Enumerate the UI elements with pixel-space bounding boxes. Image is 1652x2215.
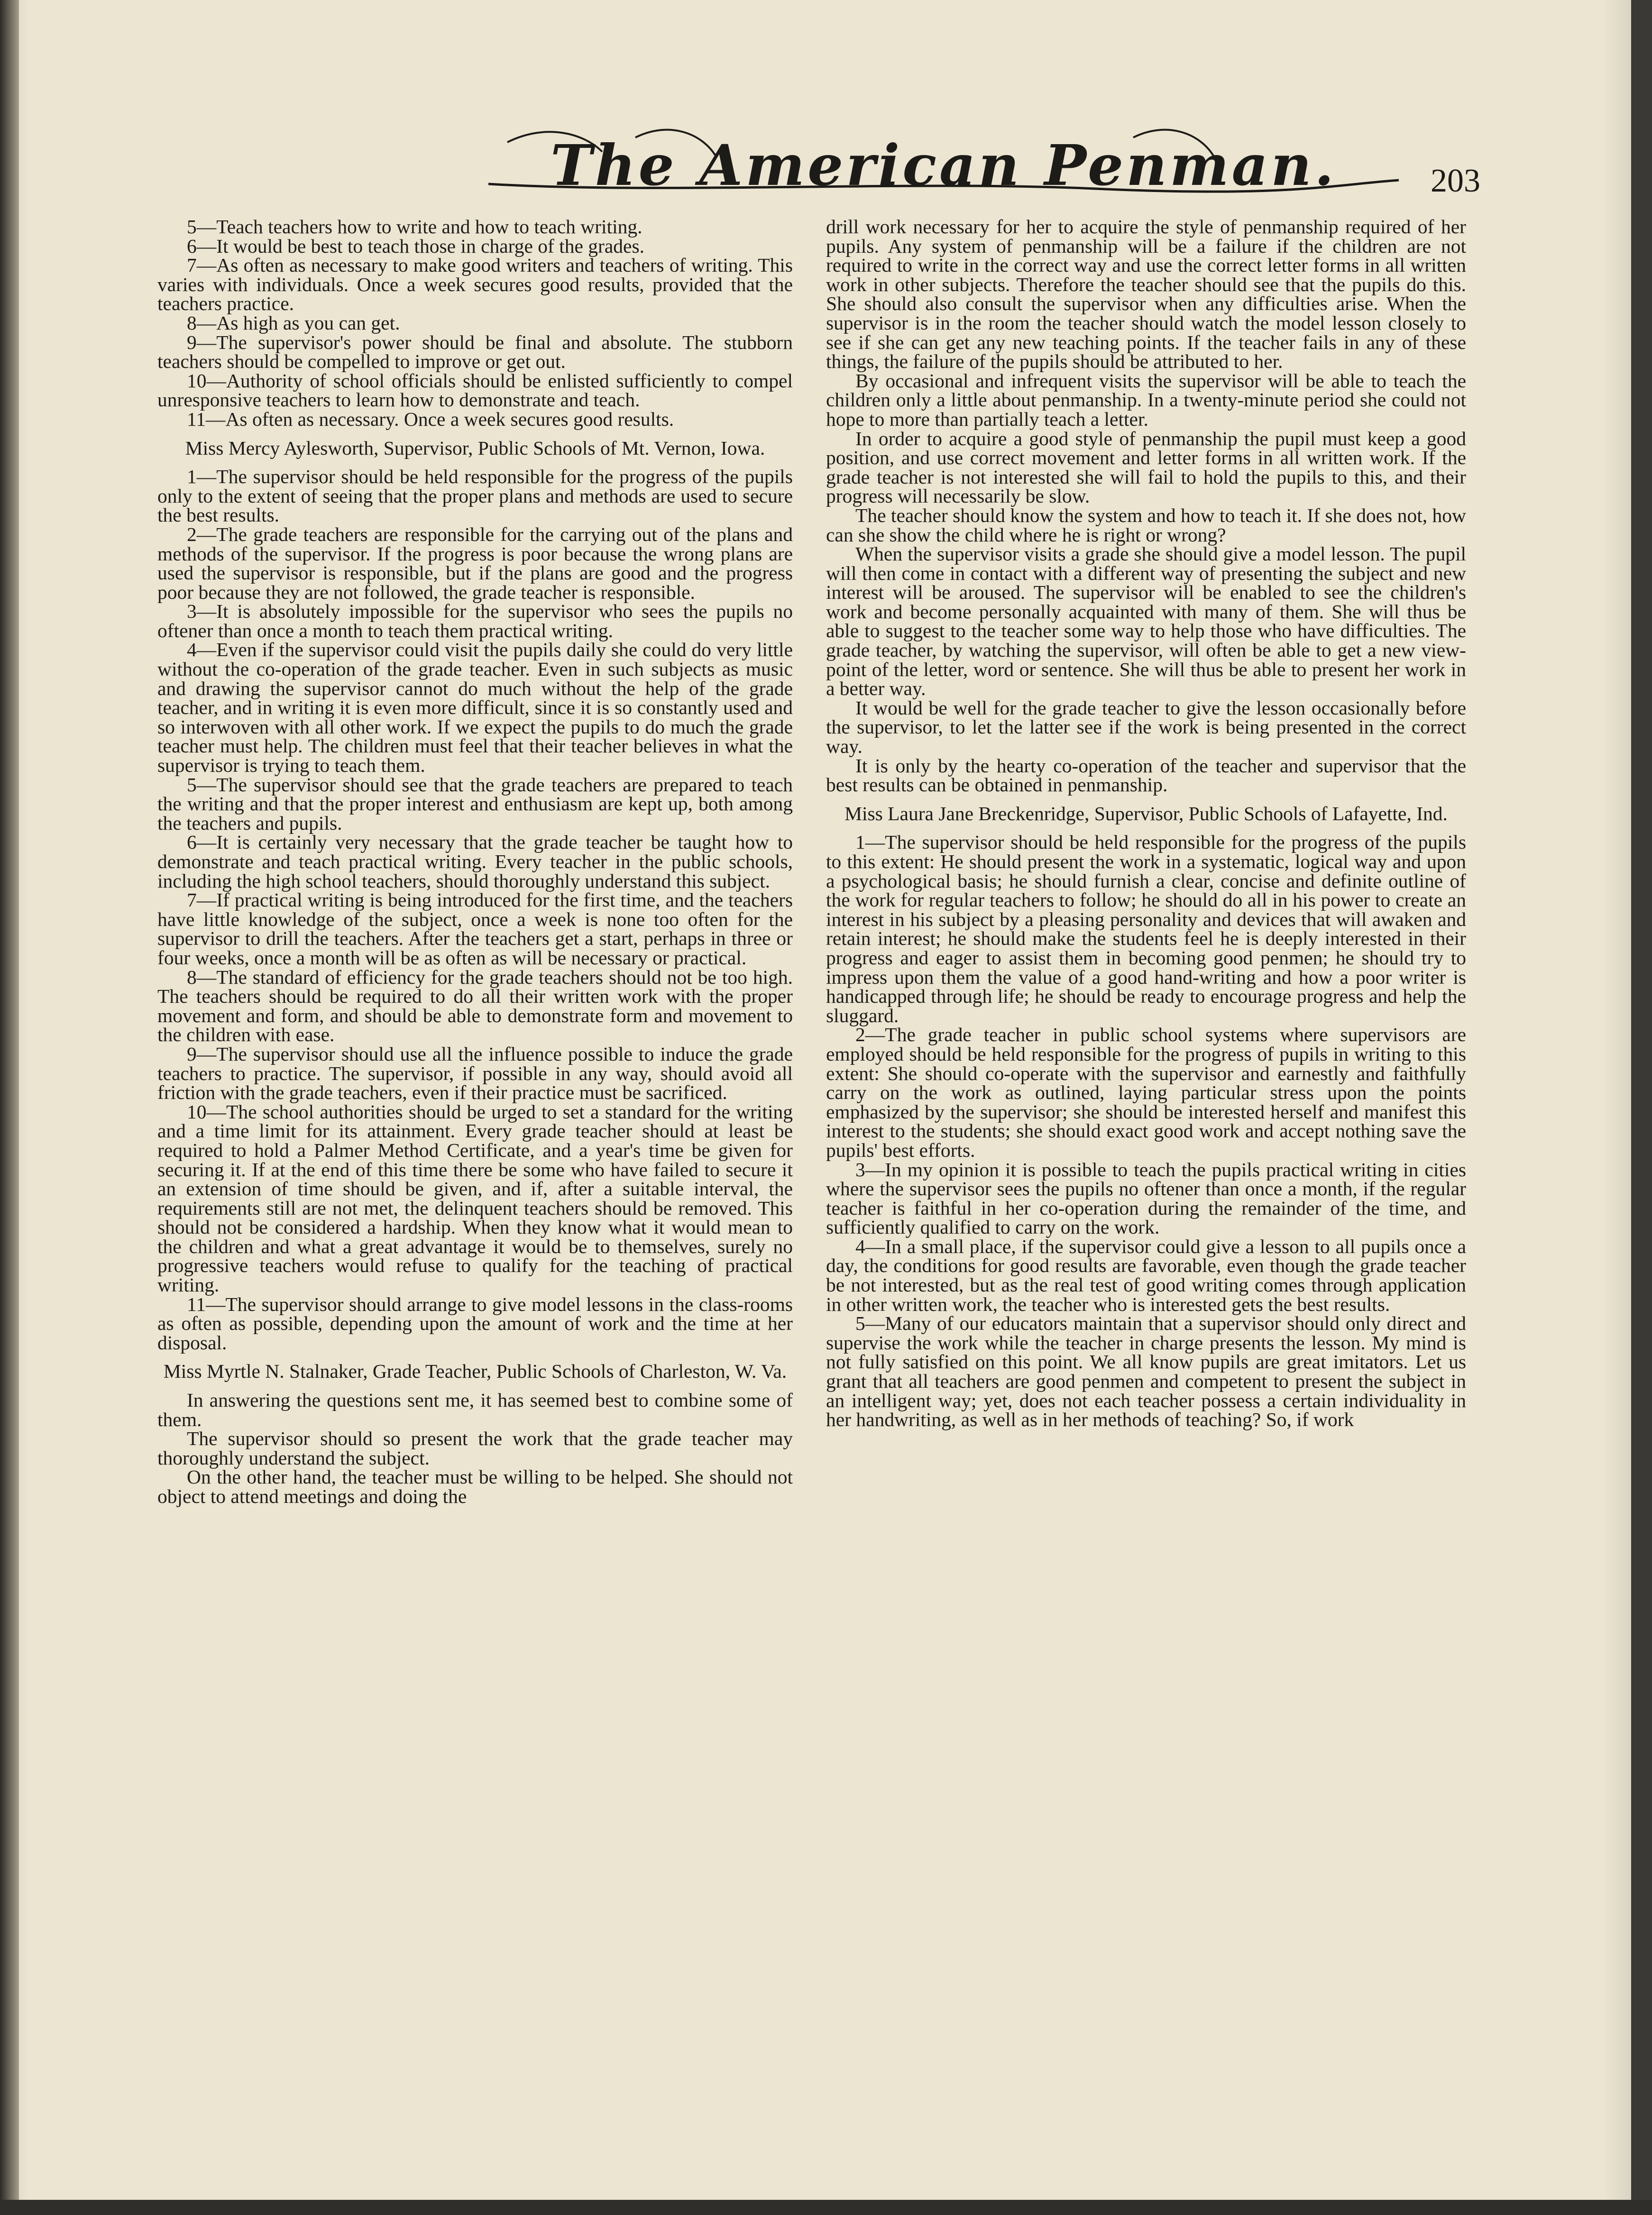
paragraph: On the other hand, the teacher must be willing to be helped. She should not object to attend meetings and doing the (157, 1466, 793, 1507)
left-column (157, 217, 793, 1506)
paragraph: It is only by the hearty co-operation of the teacher and supervisor that the best results can be obtained in penmanship. (826, 754, 1466, 796)
section-heading: Miss Mercy Aylesworth, Supervisor, Public Schools of Mt. Vernon, Iowa. (185, 437, 765, 459)
paragraph: 7—If practical writing is being introduced for the first time, and the teachers have little knowledge of the subject, once a week is none too often for the supervisor to drill the teachers. After the teachers get a start, perhaps in three or four weeks, once a month will be as often as will be necessary or practical. (157, 889, 793, 969)
paragraph: 8—As high as you can get. (187, 311, 400, 334)
paragraph: 1—The supervisor should be held responsible for the progress of the pupils to this extent: He should present the work in a systematic, logical way and upon a psychological basis; he should furnish a clear, concise and definite outline of the work for regular teachers to follow; he should do all in his power to create an interest in his subject by a pleasing personality and devices that will awaken and retain interest; he should make the students feel he is deeply interested in their progress and eager to assist them in becoming good penmen; he should try to impress upon them the value of a good hand-writing and how a poor writer is handicapped through life; he should be ready to encourage progress and help the sluggard. (826, 831, 1466, 1026)
paragraph: 9—The supervisor should use all the influence possible to induce the grade teachers to practice. The supervisor, if possible in any way, should avoid all friction with the grade teachers, even if their practice must be sacrificed. (157, 1043, 793, 1104)
section-heading: Miss Laura Jane Breckenridge, Supervisor, Public Schools of Lafayette, Ind. (844, 802, 1448, 824)
paragraph: 3—It is absolutely impossible for the supervisor who sees the pupils no oftener than once a month to teach them practical writing. (157, 600, 793, 641)
paragraph: 2—The grade teacher in public school systems where supervisors are employed should be held responsible for the progress of pupils in writing to this extent: She should co-operate with the supervisor and earnestly and faithfully carry on the work as outlined, laying particular stress upon the points emphasized by the supervisor; she should be interested herself and manifest this interest to the students; she should exact good work and accept nothing save the pupils' best efforts. (826, 1024, 1466, 1161)
paragraph: 6—It is certainly very necessary that the grade teacher be taught how to demonstrate and teach practical writing. Every teacher in the public schools, including the high school teachers, should thoroughly understand this subject. (157, 831, 793, 892)
paragraph: In order to acquire a good style of penmanship the pupil must keep a good position, and use correct movement and letter forms in all written work. If the grade teacher is not interested she will fail to hold the pupils to this, and their progress will necessarily be slow. (826, 427, 1466, 507)
binding-shadow (0, 0, 19, 2200)
paragraph: 3—In my opinion it is possible to teach the pupils practical writing in cities where the supervisor sees the pupils no oftener than once a month, if the regular teacher is faithful in her co-operation during the remainder of the time, and sufficiently qualified to carry on the work. (826, 1158, 1466, 1238)
paragraph: 5—Many of our educators maintain that a supervisor should only direct and supervise the work while the teacher in charge presents the lesson. My mind is not fully satisfied on this point. We all know pupils are great imitators. Let us grant that all teachers are good penmen and competent to present the subject in an intelligent way; yet, does not each teacher possess a certain individuality in her handwriting, as well as in her methods of teaching? So, if work (826, 1312, 1466, 1431)
paragraph: 9—The supervisor's power should be final and absolute. The stubborn teachers should be compelled to improve or get out. (157, 331, 793, 373)
section-heading: Miss Myrtle N. Stalnaker, Grade Teacher, Public Schools of Charleston, W. Va. (163, 1360, 787, 1382)
paragraph: 5—Teach teachers how to write and how to teach writing. (187, 216, 642, 238)
paragraph: 10—The school authorities should be urged to set a standard for the writing and a time limit for its attainment. Every grade teacher should at least be required to hold a Palmer Method Certificate, and a year's time be given for securing it. If at the end of this time there be some who have failed to secure it an extension of time should be given, and if, after a suitable interval, the requirements still are not met, the delinquent teachers should be removed. This should not be considered a hardship. When they know what it would mean to the children and what a great advantage it would be to themselves, surely no progressive teachers would refuse to qualify for the teaching of practical writing. (157, 1100, 793, 1296)
paragraph: 2—The grade teachers are responsible for the carrying out of the plans and methods of the supervisor. If the progress is poor because the wrong plans are used the supervisor is responsible, but if the plans are good and the progress poor because they are not followed, the grade teacher is responsible. (157, 523, 793, 603)
paragraph: When the supervisor visits a grade she should give a model lesson. The pupil will then come in contact with a different way of presenting the subject and new interest will be aroused. The supervisor will be enabled to see the children's work and become personally acquainted with many of them. She will thus be able to suggest to the teacher some way to help those who have difficulties. The grade teacher, by watching the supervisor, will often be able to get a new view-point of the letter, word or sentence. She will thus be able to present her work in a better way. (826, 543, 1466, 700)
paragraph: It would be well for the grade teacher to give the lesson occasionally before the supervisor, to let the latter see if the work is being presented in the correct way. (826, 696, 1466, 758)
paragraph: 11—The supervisor should arrange to give model lessons in the class-rooms as often as possible, depending upon the amount of work and the time at her disposal. (157, 1293, 793, 1354)
paragraph: By occasional and infrequent visits the supervisor will be able to teach the children only a little about penmanship. In a twenty-minute period she could not hope to more than partially teach a letter. (826, 369, 1466, 430)
paragraph: drill work necessary for her to acquire the style of penmanship required of her pupils. Any system of penmanship will be a failure if the children are not required to write in the correct way and use the correct letter forms in all written work in other subjects. Therefore the teacher should see that the pupils do this. She should also consult the supervisor when any difficulties arise. When the supervisor is in the room the teacher should watch the model lesson closely to see if she can get any new teaching points. If the teacher fails in any of these things, the failure of the pupils should be attributed to her. (826, 216, 1466, 373)
paragraph: The teacher should know the system and how to teach it. If she does not, how can she show the child where he is right or wrong? (826, 504, 1466, 546)
paragraph: 6—It would be best to teach those in charge of the grades. (187, 235, 644, 257)
paragraph: 8—The standard of efficiency for the grade teachers should not be too high. The teachers should be required to do all their written work with the proper movement and form, and should be able to demonstrate form and movement to the children with ease. (157, 966, 793, 1046)
right-column (826, 217, 1466, 1429)
paragraph: 7—As often as necessary to make good writers and teachers of writing. This varies with individuals. Once a week secures good results, provided that the teachers practice. (157, 254, 793, 315)
paragraph: 4—In a small place, if the supervisor could give a lesson to all pupils once a day, the conditions for good results are favorable, even though the grade teacher be not interested, but as the real test of good writing comes through application in other written work, the teacher who is interested gets the best results. (826, 1235, 1466, 1315)
paragraph: The supervisor should so present the work that the grade teacher may thoroughly understand the subject. (157, 1428, 793, 1469)
paragraph: 1—The supervisor should be held responsible for the progress of the pupils only to the extent of seeing that the proper plans and methods are used to secure the best results. (157, 466, 793, 526)
paragraph: 11—As often as necessary. Once a week secures good results. (187, 408, 674, 430)
page-number: 203 (1431, 163, 1480, 199)
paragraph: 10—Authority of school officials should be enlisted sufficiently to compel unresponsive teachers to learn how to demonstrate and teach. (157, 369, 793, 411)
paragraph: In answering the questions sent me, it has seemed best to combine some of them. (157, 1389, 793, 1430)
masthead-title: The American Penman. (550, 132, 1337, 198)
paragraph: 4—Even if the supervisor could visit the pupils daily she could do very little without the co-operation of the grade teacher. Even in such subjects as music and drawing the supervisor cannot do much without the help of the grade teacher, and in writing it is even more difficult, since it is so constantly used and so interwoven with all other work. If we expect the pupils to do much the grade teacher must help. The children must feel that their teacher believes in what the supervisor is trying to teach them. (157, 639, 793, 777)
scan-background (0, 2200, 1652, 2215)
paragraph: 5—The supervisor should see that the grade teachers are prepared to teach the writing and that the proper interest and enthusiasm are kept up, both among the teachers and pupils. (157, 773, 793, 834)
